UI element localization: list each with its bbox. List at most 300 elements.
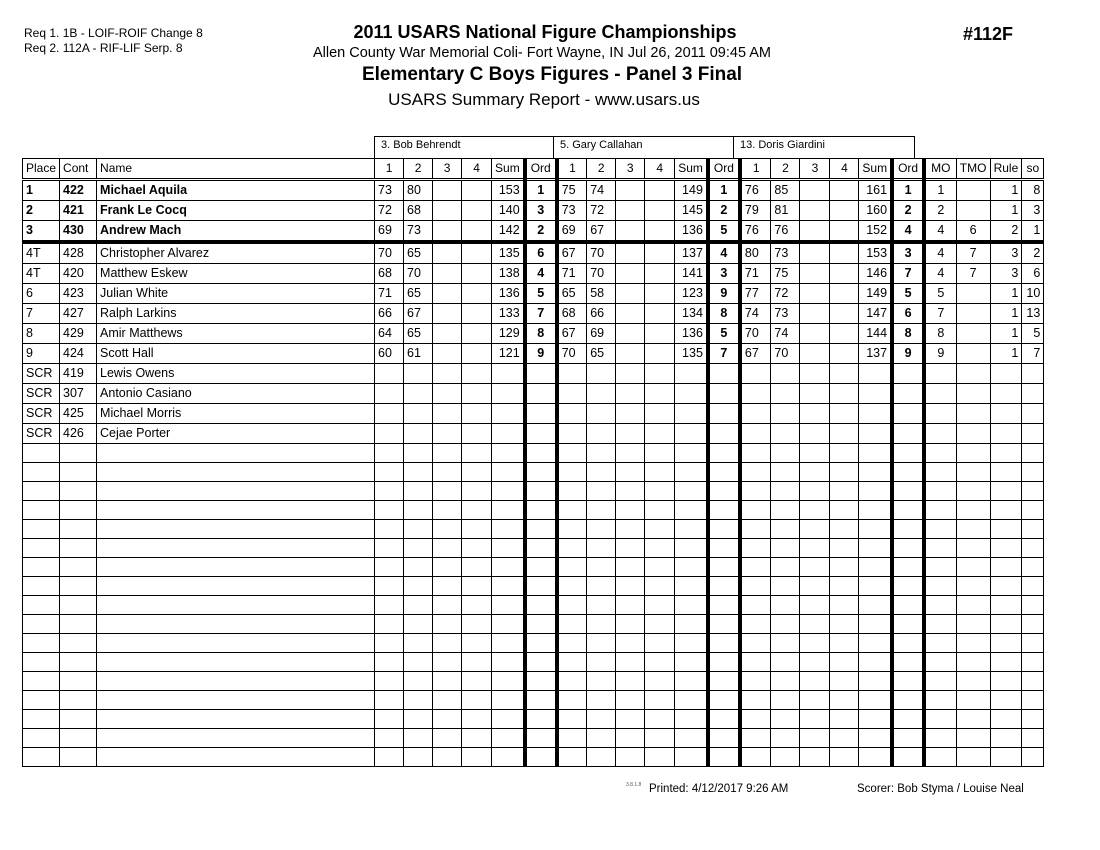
empty-cell [859, 596, 892, 615]
empty-cell [859, 558, 892, 577]
empty-cell [645, 653, 675, 672]
empty-cell [924, 672, 956, 691]
place-cell: 4T [23, 264, 60, 284]
so-cell [1022, 384, 1044, 404]
judge3-fig4-cell [830, 180, 859, 201]
cont-cell: 423 [60, 284, 97, 304]
cont-cell: 424 [60, 344, 97, 364]
empty-cell [557, 558, 587, 577]
empty-cell [462, 501, 492, 520]
judge1-fig1-cell: 69 [375, 221, 404, 243]
rule-cell: 3 [990, 242, 1022, 264]
judge2-fig2-cell: 70 [587, 264, 616, 284]
judge3-fig2-cell: 73 [771, 304, 800, 324]
judge1-sum-cell: 142 [492, 221, 525, 243]
judge3-fig2-cell: 76 [771, 221, 800, 243]
judge1-fig2-cell [404, 424, 433, 444]
judge1-ord-cell: 7 [525, 304, 557, 324]
empty-cell [587, 539, 616, 558]
empty-cell [892, 615, 924, 634]
empty-cell [645, 672, 675, 691]
empty-cell [1022, 444, 1044, 463]
empty-cell [892, 577, 924, 596]
table-row [23, 364, 1044, 384]
empty-cell [492, 691, 525, 710]
empty-cell [645, 596, 675, 615]
empty-cell [462, 710, 492, 729]
judge1-fig3-cell [433, 424, 462, 444]
judge3-sum-cell: 137 [859, 344, 892, 364]
judge1-sum-cell [492, 384, 525, 404]
empty-cell [1022, 748, 1044, 767]
empty-cell [23, 748, 60, 767]
empty-cell [97, 729, 375, 748]
empty-cell [492, 596, 525, 615]
judge2-sum-cell [675, 384, 708, 404]
empty-cell [525, 615, 557, 634]
mo-cell [924, 424, 956, 444]
empty-cell [375, 520, 404, 539]
empty-cell [990, 482, 1022, 501]
judge2-sum-cell: 145 [675, 201, 708, 221]
j1-col-4: 4 [462, 159, 492, 180]
empty-cell [740, 653, 771, 672]
j1-col-2: 2 [404, 159, 433, 180]
judge2-sum-cell: 136 [675, 221, 708, 243]
empty-cell [557, 729, 587, 748]
empty-cell [616, 463, 645, 482]
empty-cell [23, 539, 60, 558]
empty-cell [892, 444, 924, 463]
empty-cell [859, 729, 892, 748]
empty-cell [375, 672, 404, 691]
empty-cell [587, 596, 616, 615]
empty-cell [771, 520, 800, 539]
empty-cell [675, 501, 708, 520]
mo-cell: 5 [924, 284, 956, 304]
table-row [23, 180, 1044, 201]
empty-cell [830, 672, 859, 691]
j1-col-1: 1 [375, 159, 404, 180]
mo-cell: 9 [924, 344, 956, 364]
judge2-fig1-cell [557, 424, 587, 444]
empty-cell [616, 482, 645, 501]
empty-cell [557, 596, 587, 615]
empty-cell [23, 653, 60, 672]
empty-cell [433, 539, 462, 558]
judge2-fig1-cell [557, 404, 587, 424]
empty-cell [771, 691, 800, 710]
mo-cell: 8 [924, 324, 956, 344]
so-cell: 10 [1022, 284, 1044, 304]
empty-cell [433, 558, 462, 577]
empty-cell [557, 482, 587, 501]
empty-cell [557, 634, 587, 653]
judge3-sum-cell: 146 [859, 264, 892, 284]
empty-cell [1022, 691, 1044, 710]
event-number: #112F [963, 24, 1014, 44]
empty-cell [740, 520, 771, 539]
cont-cell: 422 [60, 180, 97, 201]
empty-cell [462, 653, 492, 672]
competition-title: 2011 USARS National Figure Championships [353, 22, 737, 42]
col-tmo: TMO [956, 159, 990, 180]
empty-cell [990, 634, 1022, 653]
empty-cell [404, 596, 433, 615]
empty-cell [990, 501, 1022, 520]
judge-header-1: 3. Bob Behrendt [374, 136, 554, 158]
judge2-sum-cell [675, 364, 708, 384]
empty-cell [675, 691, 708, 710]
empty-cell [60, 672, 97, 691]
tmo-cell: 6 [956, 221, 990, 243]
mo-cell: 1 [924, 180, 956, 201]
col-mo: MO [924, 159, 956, 180]
judge3-ord-cell: 7 [892, 264, 924, 284]
judge2-fig3-cell [616, 384, 645, 404]
empty-cell [675, 444, 708, 463]
empty-cell [956, 463, 990, 482]
judge3-fig4-cell [830, 201, 859, 221]
judge1-sum-cell: 129 [492, 324, 525, 344]
judge1-fig3-cell [433, 304, 462, 324]
judge-header-3: 13. Doris Giardini [733, 136, 915, 158]
judge1-fig4-cell [462, 221, 492, 243]
empty-cell [956, 748, 990, 767]
cont-cell: 426 [60, 424, 97, 444]
empty-cell [675, 463, 708, 482]
rule-cell: 1 [990, 201, 1022, 221]
mo-cell [924, 384, 956, 404]
judge1-fig2-cell: 70 [404, 264, 433, 284]
judge1-ord-cell: 6 [525, 242, 557, 264]
empty-cell [60, 691, 97, 710]
judge1-fig4-cell [462, 264, 492, 284]
empty-cell [708, 691, 740, 710]
empty-cell [956, 634, 990, 653]
judge1-fig2-cell: 65 [404, 324, 433, 344]
judge2-fig2-cell [587, 424, 616, 444]
empty-cell [433, 577, 462, 596]
empty-cell [97, 444, 375, 463]
judge2-fig3-cell [616, 404, 645, 424]
empty-cell [97, 539, 375, 558]
judge1-fig2-cell: 65 [404, 242, 433, 264]
judge2-sum-cell [675, 404, 708, 424]
empty-cell [375, 691, 404, 710]
so-cell: 8 [1022, 180, 1044, 201]
judge2-ord-cell [708, 364, 740, 384]
so-cell: 3 [1022, 201, 1044, 221]
judge1-fig4-cell [462, 284, 492, 304]
empty-cell [645, 615, 675, 634]
empty-cell [956, 729, 990, 748]
empty-cell [1022, 558, 1044, 577]
empty-cell [525, 577, 557, 596]
judge3-ord-cell [892, 384, 924, 404]
empty-cell [525, 539, 557, 558]
blank-row [23, 710, 1044, 729]
judge3-ord-cell: 2 [892, 201, 924, 221]
name-cell: Andrew Mach [97, 221, 375, 243]
name-cell: Ralph Larkins [97, 304, 375, 324]
mo-cell: 4 [924, 221, 956, 243]
empty-cell [990, 710, 1022, 729]
empty-cell [771, 482, 800, 501]
empty-cell [525, 634, 557, 653]
name-cell: Scott Hall [97, 344, 375, 364]
judge3-fig2-cell [771, 384, 800, 404]
empty-cell [708, 748, 740, 767]
judge2-ord-cell: 3 [708, 264, 740, 284]
judge3-fig2-cell: 70 [771, 344, 800, 364]
empty-cell [375, 748, 404, 767]
empty-cell [616, 558, 645, 577]
tmo-cell [956, 344, 990, 364]
empty-cell [587, 577, 616, 596]
empty-cell [990, 539, 1022, 558]
judge3-sum-cell: 144 [859, 324, 892, 344]
empty-cell [800, 596, 830, 615]
empty-cell [492, 463, 525, 482]
rule-cell: 1 [990, 304, 1022, 324]
judge1-sum-cell: 136 [492, 284, 525, 304]
empty-cell [375, 615, 404, 634]
judge2-fig1-cell: 67 [557, 324, 587, 344]
empty-cell [1022, 653, 1044, 672]
empty-cell [587, 710, 616, 729]
mo-cell: 4 [924, 242, 956, 264]
judge3-ord-cell [892, 404, 924, 424]
empty-cell [1022, 729, 1044, 748]
empty-cell [404, 577, 433, 596]
so-cell: 13 [1022, 304, 1044, 324]
empty-cell [800, 539, 830, 558]
empty-cell [404, 748, 433, 767]
judge1-fig3-cell [433, 344, 462, 364]
j3-col-ord: Ord [892, 159, 924, 180]
empty-cell [675, 539, 708, 558]
empty-cell [97, 558, 375, 577]
judge3-sum-cell: 160 [859, 201, 892, 221]
empty-cell [645, 710, 675, 729]
empty-cell [859, 520, 892, 539]
judge3-fig3-cell [800, 304, 830, 324]
empty-cell [525, 463, 557, 482]
judge2-fig3-cell [616, 242, 645, 264]
name-cell: Julian White [97, 284, 375, 304]
so-cell [1022, 404, 1044, 424]
j1-col-3: 3 [433, 159, 462, 180]
judge2-sum-cell: 134 [675, 304, 708, 324]
judge1-fig2-cell: 65 [404, 284, 433, 304]
empty-cell [375, 577, 404, 596]
empty-cell [587, 672, 616, 691]
empty-cell [830, 710, 859, 729]
mo-cell [924, 404, 956, 424]
judge2-ord-cell: 7 [708, 344, 740, 364]
empty-cell [645, 463, 675, 482]
place-cell: SCR [23, 364, 60, 384]
empty-cell [740, 748, 771, 767]
empty-cell [60, 729, 97, 748]
judge3-fig2-cell: 85 [771, 180, 800, 201]
judge1-fig3-cell [433, 264, 462, 284]
empty-cell [800, 672, 830, 691]
j3-col-2: 2 [771, 159, 800, 180]
scorer-names: Scorer: Bob Styma / Louise Neal [857, 783, 1024, 795]
empty-cell [587, 691, 616, 710]
tmo-cell: 7 [956, 242, 990, 264]
cont-cell: 428 [60, 242, 97, 264]
empty-cell [404, 653, 433, 672]
judge3-fig1-cell [740, 364, 771, 384]
name-cell: Matthew Eskew [97, 264, 375, 284]
empty-cell [924, 520, 956, 539]
empty-cell [404, 482, 433, 501]
rule-cell: 1 [990, 284, 1022, 304]
empty-cell [97, 634, 375, 653]
cont-cell: 307 [60, 384, 97, 404]
judge2-fig3-cell [616, 324, 645, 344]
judge3-ord-cell: 6 [892, 304, 924, 324]
empty-cell [557, 577, 587, 596]
judge1-fig4-cell [462, 180, 492, 201]
name-cell: Christopher Alvarez [97, 242, 375, 264]
judge1-fig1-cell: 71 [375, 284, 404, 304]
j2-col-1: 1 [557, 159, 587, 180]
judge2-fig1-cell [557, 364, 587, 384]
empty-cell [800, 577, 830, 596]
empty-cell [892, 501, 924, 520]
empty-cell [830, 482, 859, 501]
empty-cell [616, 748, 645, 767]
empty-cell [587, 463, 616, 482]
tmo-cell [956, 284, 990, 304]
empty-cell [492, 729, 525, 748]
judge1-sum-cell [492, 404, 525, 424]
judge3-fig2-cell [771, 364, 800, 384]
empty-cell [404, 691, 433, 710]
judge3-sum-cell [859, 424, 892, 444]
empty-cell [97, 501, 375, 520]
judge3-fig2-cell: 73 [771, 242, 800, 264]
judge1-sum-cell: 135 [492, 242, 525, 264]
judge1-fig4-cell [462, 384, 492, 404]
empty-cell [956, 482, 990, 501]
judge2-fig4-cell [645, 344, 675, 364]
judge3-ord-cell: 9 [892, 344, 924, 364]
empty-cell [492, 539, 525, 558]
empty-cell [830, 634, 859, 653]
empty-cell [924, 634, 956, 653]
judge3-fig4-cell [830, 364, 859, 384]
empty-cell [830, 653, 859, 672]
empty-cell [97, 463, 375, 482]
judge2-ord-cell: 5 [708, 221, 740, 243]
place-cell: SCR [23, 424, 60, 444]
col-so: so [1022, 159, 1044, 180]
empty-cell [616, 596, 645, 615]
judge2-fig4-cell [645, 404, 675, 424]
judge1-fig3-cell [433, 242, 462, 264]
empty-cell [924, 577, 956, 596]
empty-cell [675, 653, 708, 672]
empty-cell [433, 634, 462, 653]
empty-cell [830, 691, 859, 710]
judge1-fig2-cell: 68 [404, 201, 433, 221]
empty-cell [830, 520, 859, 539]
judge3-fig3-cell [800, 201, 830, 221]
empty-cell [892, 653, 924, 672]
empty-cell [830, 463, 859, 482]
empty-cell [675, 634, 708, 653]
empty-cell [771, 577, 800, 596]
empty-cell [557, 672, 587, 691]
name-cell: Lewis Owens [97, 364, 375, 384]
empty-cell [97, 482, 375, 501]
empty-cell [740, 710, 771, 729]
empty-cell [433, 672, 462, 691]
judge2-fig4-cell [645, 201, 675, 221]
judge3-fig2-cell: 72 [771, 284, 800, 304]
empty-cell [740, 634, 771, 653]
judge1-sum-cell [492, 424, 525, 444]
empty-cell [616, 710, 645, 729]
judge1-fig4-cell [462, 304, 492, 324]
judge2-fig2-cell: 70 [587, 242, 616, 264]
judge1-fig3-cell [433, 364, 462, 384]
empty-cell [924, 729, 956, 748]
empty-cell [800, 520, 830, 539]
j1-col-ord: Ord [525, 159, 557, 180]
mo-cell: 4 [924, 264, 956, 284]
empty-cell [375, 482, 404, 501]
empty-cell [23, 672, 60, 691]
rule-cell: 2 [990, 221, 1022, 243]
empty-cell [708, 729, 740, 748]
empty-cell [645, 520, 675, 539]
tmo-cell [956, 424, 990, 444]
empty-cell [375, 634, 404, 653]
empty-cell [404, 444, 433, 463]
judge2-fig4-cell [645, 304, 675, 324]
empty-cell [859, 482, 892, 501]
empty-cell [675, 729, 708, 748]
empty-cell [587, 501, 616, 520]
judge1-ord-cell: 2 [525, 221, 557, 243]
empty-cell [525, 520, 557, 539]
table-row [23, 384, 1044, 404]
judge1-fig3-cell [433, 404, 462, 424]
place-cell: 2 [23, 201, 60, 221]
empty-cell [830, 748, 859, 767]
empty-cell [462, 539, 492, 558]
so-cell: 1 [1022, 221, 1044, 243]
judge3-fig3-cell [800, 221, 830, 243]
empty-cell [23, 710, 60, 729]
empty-cell [956, 672, 990, 691]
rule-cell [990, 424, 1022, 444]
empty-cell [375, 653, 404, 672]
empty-cell [97, 520, 375, 539]
empty-cell [375, 558, 404, 577]
empty-cell [1022, 672, 1044, 691]
judge2-ord-cell [708, 424, 740, 444]
empty-cell [587, 444, 616, 463]
empty-cell [990, 691, 1022, 710]
blank-row [23, 558, 1044, 577]
